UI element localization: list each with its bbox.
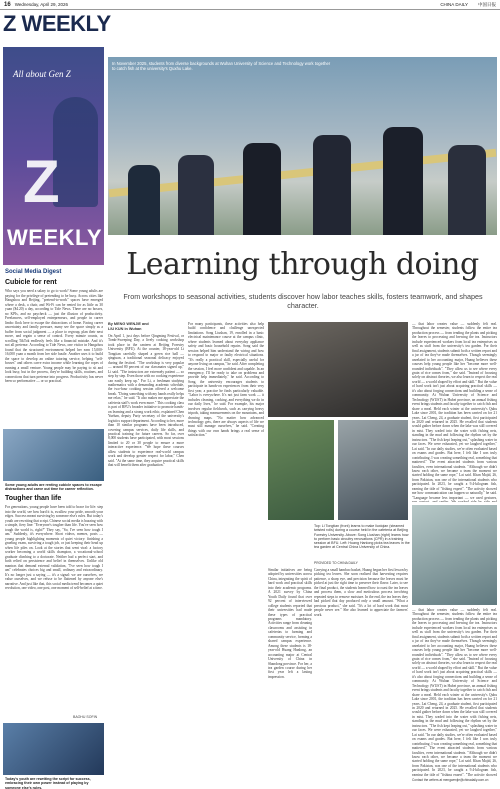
byline-line2: LIU KUN in Wuhan [108, 327, 142, 331]
article-standfirst: From workshops to seasonal activities, students discover how labor teaches skills, fosters teamwork, and shapes character. [123, 292, 483, 310]
article-column-5-continued: — that labor creates value — suddenly felt real. Throughout the semester, students follow the entire tea production process — from tending the plants and picking the leaves to processing and brewing the tea. Instructors include experienced workers from local tea enterprises as well as staff from the university's tea garden. For their final assignment, students submit both a written report and a jar of tea they've made themselves. Though seemingly unrelated to her accounting major, Huang believes these courses help young people like her "become more well-rounded individuals". "They allow us to see where every grain of rice comes from," she said. "Instead of focusing solely on abstract theories, we also learn to respect the real world — a world shaped by effort and skill." But the value of hard work isn't just about acquiring practical skills — it's also about forging connections and building a sense of community. At Wuhan University of Science and Technology (WUST) in Hubei province, an annual fishing event brings students and faculty together to catch fish and share a meal. Held each winter at the university's Quhu Lake since 2001, the tradition has been carried on for 21 years. Lai Cheng, 24, a graduate student, first participated in 2020 and returned in 2025. He recalled that students would gather before dawn when the lake was still covered in mist. They waded into the water with fishing nets, standing in the mud and following the rhythm set by the instructors. "The fish kept leaping out," splashing water in our faces. We were exhausted, yet we laughed together," Lai said. "In our daily studies, we're often evaluated based on exams and grades. But here, I felt like I was truly contributing. I was creating something real, something that mattered." The event attracted students from various faculties, even international students. "Although we didn't know each other, we became a team the moment we started holding the same rope," Lai said. Khan Majid, 26, from Pakistan, was one of the international students who participated. In 2023, he caught a 9.4-kilogram fish, earning the title of "fishing expert". "The activity showed [412, 608, 497, 776]
page-top-bar [0, 0, 500, 10]
section-label: Social Media Digest [5, 269, 62, 275]
article-headline: Learning through doing [126, 247, 479, 282]
student-figure [243, 143, 281, 235]
page-number: 16 [4, 1, 11, 8]
article-column-5: — that labor creates value — suddenly felt real. Throughout the semester, students follow the entire tea production process — from tending the plants and picking the leaves to processing and brewing the tea. Instructors include experienced workers from local tea enterprises as well as staff from the university's tea garden. For their final assignment, students submit both a written report and a jar of tea they've made themselves. Though seemingly unrelated to her accounting major, Huang believes these courses help young people like her "become more well-rounded individuals". "They allow us to see where every grain of rice comes from," she said. "Instead of focusing solely on abstract theories, we also learn to respect the real world — a world shaped by effort and skill." But the value of hard work isn't just about acquiring practical skills — it's also about forging connections and building a sense of community. At Wuhan University of Science and Technology (WUST) in Hubei province, an annual fishing event brings students and faculty together to catch fish and share a meal. Held each winter at the university's Quhu Lake since 2001, the tradition has been carried on for 21 years. Lai Cheng, 24, a graduate student, first participated in 2020 and returned in 2025. He recalled that students would gather before dawn when the lake was still covered in mist. They waded into the water with fishing nets, standing in the mud and following the rhythm set by the instructors. "The fish kept leaping out," splashing water in our faces. We were exhausted, yet we laughed together," Lai said. "In our daily studies, we're often evaluated based on exams and grades. But here, I felt like I was truly contributing. I was creating something real, something that mattered." The event attracted students from various faculties, even international students. "Although we didn't know each other, we became a team the moment we started holding the same rope," Lai said. Khan Majid, 26, from Pakistan, was one of the international students who participated. In 2023, he caught a 9.4-kilogram fish, earning the title of "fishing expert". "The activity showed me how communication can happen so naturally," he said. "Language became less important — we used gestures, [412, 322, 497, 500]
youth-photo-caption: Today's youth are rewriting the script for success, embracing their own power instead of playing by someone else's rules. [5, 777, 91, 789]
story-title-tougher: Tougher than life [5, 495, 62, 502]
sidebar [3, 47, 104, 789]
student-figure [383, 127, 423, 235]
article-column-2: For many participants, these activities also help build confidence and challenge unexpected limitations. Song Liushan, 19, enrolled in a basic electrical maintenance course at the campus clinic, where students learned about everyday appliance safety and basic household repairs. Song said the session helped him understand the wiring and how to respond to major or faulty electrical situations. "It's really a practical skill, especially useful for anyone living on campus," he said. After completing the session, I feel more confident and capable. In an emergency, I'll be ready to take on problems and provide help immediately," he said. According to Song, the university encourages students to participate in hands-on experiences from their very first year, a practice he finds particularly valuable. "Labor is everywhere. It's not just farm work — it includes cleaning, cooking, and everything we do in our daily lives," he said. For example, his major involves regular fieldwork, such as carrying heavy tripods, taking measurements on the mountains, and drawing maps. "No matter how advanced technology gets, there are always aspects of life we must still manage ourselves," he said. "Creating things with our own hands brings a real sense of satisfaction." [188, 322, 264, 438]
hero-caption: In November 2025, students from diverse backgrounds at Wuhan University of Science and Technology work together to catch fish at the university's Quxhu Lake. [112, 61, 331, 71]
zweekly-banner [3, 47, 104, 265]
story-body-tougher: For generations, young people have been told to brace for life: step into the world, see how hard it is, swallow your pride, smooth your edges. Success meant surviving by someone else's rules. But today's youth are rewriting that script. Chinese social media is buzzing with a simple, fiery line: "Everyone's tougher than life. You've seen how tough the world is, right?" They say, "So, I've seen how tough I am." Suddenly, it's everywhere. Short videos, memes, posts — young people highlighting moments of quiet victory: finishing a grueling exam, surviving a tough job, or just keeping their head up when life piles on. Look at the stories that went viral: a factory worker becoming a world skills champion, a vocational-school graduate climbing to a doctorate. Neither had a perfect start, and both relied on persistence and belief in themselves. Unlike old mantras that demand external validation, "I've seen how tough I am" celebrates choices big and small, ordinary and extraordinary. It's no longer just a saying — it's a signal: we are ourselves, we value ourselves, and we refuse to be flattened by anyone else's narrative. And just like that, this social media trend becomes a quiet revolution, one video, one post, one moment of self-belief at a time. [5, 505, 103, 590]
student-figure [128, 165, 160, 235]
fishing-event-photo [412, 505, 497, 605]
writer-contact: Contact the writers at mengwenjie@chinadaily.com.cn [412, 778, 489, 782]
cooking-class-photo [268, 322, 408, 417]
cubicle-photo-caption: Some young adults are renting cubicle spaces to escape distractions and carve out time for career reflection. [5, 483, 102, 492]
masthead-title: Z WEEKLY [3, 11, 111, 36]
story-body-cubicle: Who says you need a salary to go to work? Some young adults are paying for the privilege of pretending to be busy. Across cities like Hangzhou and Beijing, "pretend-to-work" spaces have emerged where a desk, a chair, and Wi-Fi can be rented for as little as 30 yuan ($4.20) a day, according to Tide News. There are no bosses, no KPIs, and no paycheck — just the illusion of productivity. Freelancers, self-employed entrepreneurs, and people in career limbo flock here to escape the distractions of home. Facing career uncertainty and family pressure, many see the space simply as a buffer from social judgment — a place to regroup, plan their next move, and regain a sense of control. Every minute counts, as scrolling TikTok endlessly feels like a financial mistake. And it's not all pretense. According to Tide News, one visitor in Hangzhou found that the structured environment helped her earn 15,000-16,000 yuan a month from her side hustle. Another uses it to build the space to develop an online tutoring service, helping "self-bosses" and others carve extra income while learning the ropes of running a small venture. Young people may be paying to sit and look busy, but in the process, they're building skills, routines, and connections that turn pretense into progress. Productivity has never been so performative — or so practical. [5, 289, 103, 383]
issue-date: Wednesday, April 29, 2026 [14, 2, 69, 7]
fishing-net-rope [109, 149, 497, 198]
student-figure [448, 145, 486, 235]
hero-photo [108, 57, 497, 235]
banner-z-letter: Z [23, 148, 60, 215]
story-title-cubicle: Cubicle for rent [5, 279, 57, 286]
masthead [3, 11, 143, 43]
cubicle-photo [3, 429, 104, 481]
photo-captions: Top: Li Tongtian (front) learns to make liuxiqian (steamed twisted rolls) during a course held in the cafeteria at Beijing Forestry University. Above: Song Liushan (right) learns how to perform basic circuitry renovations (CPR) in a training session at BFU. Left: Huang Hanlong picks tea leaves in the tea garden at Central China University of China. [314, 524, 410, 550]
banner-weekly: WEEKLY [7, 225, 103, 250]
circuit-training-photo [338, 420, 408, 520]
article-column-4: Carrying a small bamboo basket, Huang began her first lesson by picking tea leaves. She soon realized that harvesting requires patience, a sharp eye, and precision because the leaves must be picked at just the right time to preserve their flavor. Later, to see the final product, the students learned how to roast the tea leaves and process them, a slow and meticulous process involving repeated steps to remove moisture. In the end, the tea leaves they had picked that day produced only a small amount. "What a precious product," she said. "It's a lot of hard work that most people never see." She also learned to appreciate the farmers' work. [314, 568, 408, 617]
story-byline: BAOHU SOFIN [73, 715, 98, 719]
paper-chinese-name: 中国日报 [478, 1, 496, 7]
photo-credit: PROVIDED TO CHINA DAILY [314, 561, 358, 565]
byline-line1: By MENG WENJIE and [108, 322, 149, 326]
student-figure [313, 135, 351, 235]
paper-name: CHINA DAILY [440, 1, 468, 7]
banner-figure-illustration [53, 97, 98, 207]
tea-garden-photo [268, 420, 334, 520]
youth-photo [3, 723, 104, 775]
banner-tagline: All about Gen Z [13, 69, 71, 79]
article-column-3: Similar initiatives are being adopted by universities across China, integrating the spirit of hard work and practical skills into their academic programs. A 2021 survey by China Youth Daily found that over 92 percent of interviewed college students reported that their universities had made these types of practical programs mandatory. Activities range from cleaning classrooms and assisting in cafeterias to farming and community service, forming a shared campus experience. Among these students is 18-year-old Huang Hanlong, an accounting major at Central University of China in Shandong province. For her, a tea garden course during her first year left a lasting impression. [268, 568, 312, 679]
article-column-1: On April 1, just days before Qingming Festival, or Tomb-Sweeping Day, a lively cooking workshop took place in the canteen at Beijing Forestry University (BFU). At the counter, 18-year-old Li Tongtian carefully shaped a green rice ball — qingtuan, a traditional seasonal delicacy enjoyed during the festival. "The workshop is very popular — around 80 percent of our classmates signed up," Li said. "The instructors are extremely patient — so step by step. Even those with no cooking experience can easily keep up." For Li, a freshman studying mathematics with a demanding academic schedule, the two-hour cooking session offered a welcome break. "Doing something with my hands really helps me relax," he said. "It also makes me appreciate the cafeteria staff's work even more." This cooking class is part of BFU's broader initiative to promote hands-on learning and a strong work ethic, explained Chen Yuehan, deputy Party secretary of the university's logistics support department. According to her, more than 10 similar programs have been introduced, covering campus services, daily life skills, and practical training for future careers. So far, over 8,000 students have participated, with most sessions limited to 20 or 30 people to ensure a more interactive experience. "We hope these courses allow students to experience real-world campus work and develop greater respect for labor," Chen said. "At the same time, they acquire practical skills that will benefit them after graduation." [108, 334, 184, 468]
student-figure [178, 155, 214, 235]
